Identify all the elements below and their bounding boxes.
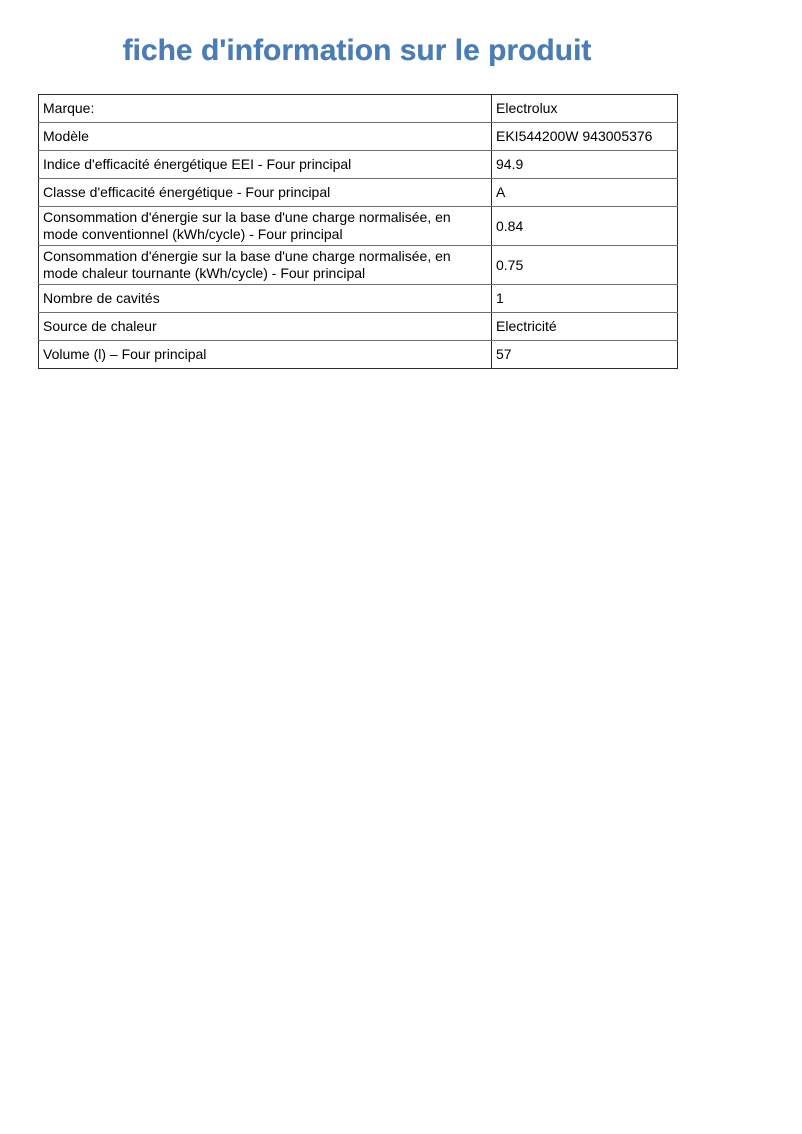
- table-row: [39, 285, 678, 313]
- table-row: [39, 151, 678, 179]
- product-spec-table-body: [39, 95, 678, 369]
- spec-label-cell: Source de chaleur: [39, 313, 492, 341]
- spec-label-cell: Consommation d'énergie sur la base d'une charge normalisée, en mode chaleur tournante (kWh/cycle) - Four principal: [39, 246, 492, 285]
- spec-label-cell: Modèle: [39, 123, 492, 151]
- table-row: [39, 313, 678, 341]
- page-title: fiche d'information sur le produit: [122, 34, 592, 67]
- spec-value-cell: Electricité: [492, 313, 678, 341]
- spec-label-cell: Classe d'efficacité énergétique - Four principal: [39, 179, 492, 207]
- table-row: [39, 123, 678, 151]
- table-row: [39, 179, 678, 207]
- spec-value-cell: EKI544200W 943005376: [492, 123, 678, 151]
- spec-label-cell: Indice d'efficacité énergétique EEI - Four principal: [39, 151, 492, 179]
- product-spec-table: [38, 94, 678, 369]
- spec-value-cell: 94.9: [492, 151, 678, 179]
- table-row: [39, 95, 678, 123]
- table-row: [39, 207, 678, 246]
- spec-label-cell: Consommation d'énergie sur la base d'une charge normalisée, en mode conventionnel (kWh/cycle) - Four principal: [39, 207, 492, 246]
- spec-value-cell: Electrolux: [492, 95, 678, 123]
- spec-value-cell: A: [492, 179, 678, 207]
- spec-value-cell: 57: [492, 341, 678, 369]
- table-row: [39, 341, 678, 369]
- spec-label-cell: Nombre de cavités: [39, 285, 492, 313]
- table-row: [39, 246, 678, 285]
- spec-value-cell: 1: [492, 285, 678, 313]
- spec-label-cell: Marque:: [39, 95, 492, 123]
- spec-label-cell: Volume (l) – Four principal: [39, 341, 492, 369]
- spec-value-cell: 0.75: [492, 246, 678, 285]
- spec-value-cell: 0.84: [492, 207, 678, 246]
